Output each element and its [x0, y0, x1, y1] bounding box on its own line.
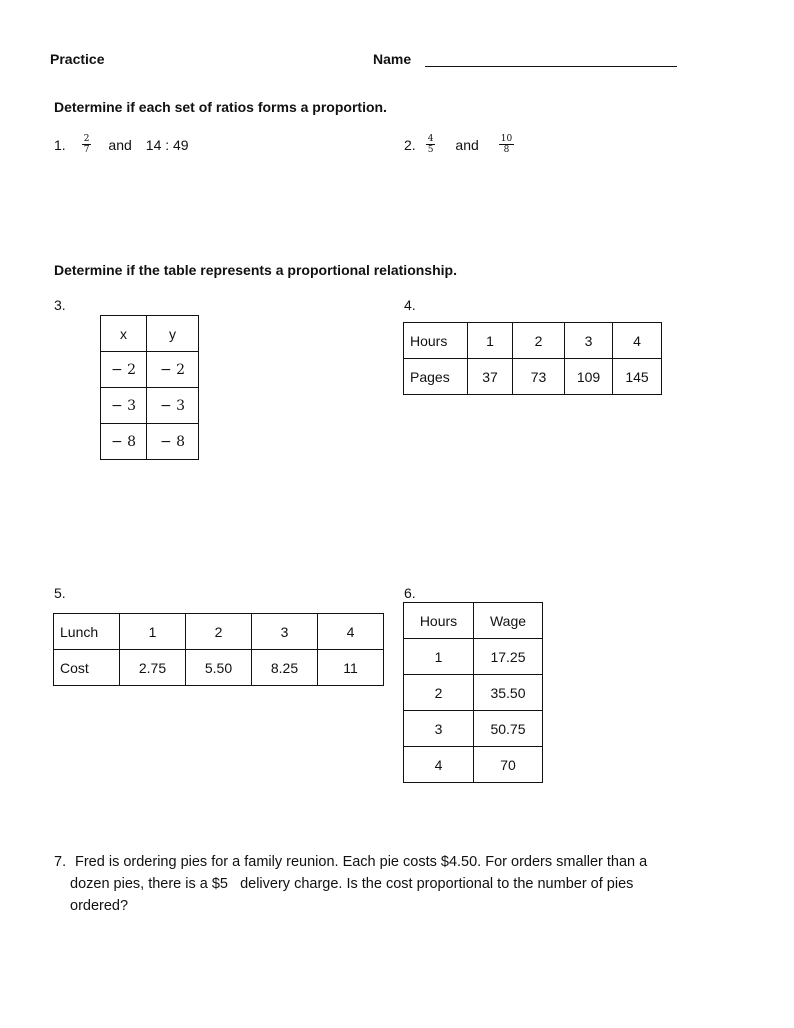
table-cell: 70: [474, 747, 543, 783]
q7-number: 7.: [54, 854, 67, 870]
q7-line-2: dozen pies, there is a $5 delivery charge. Is the cost proportional to the number of pies: [70, 876, 634, 892]
table-cell: − 8: [147, 424, 199, 460]
q4-number: 4.: [404, 297, 416, 313]
q1-frac-den: 7: [83, 145, 90, 155]
q7-line-3: ordered?: [70, 898, 129, 914]
q2-and: and: [455, 136, 479, 153]
table-cell: Lunch: [54, 614, 120, 650]
table-cell: 3: [565, 323, 613, 359]
q7-line-1: Fred is ordering pies for a family reunion. Each pie costs $4.50. For orders smaller than a: [75, 854, 648, 870]
table-cell: 4: [404, 747, 474, 783]
table-cell: 2: [513, 323, 565, 359]
table-cell: 145: [613, 359, 662, 395]
table-cell: 2: [404, 675, 474, 711]
table-cell: 1: [404, 639, 474, 675]
q6-header-wage: Wage: [474, 603, 543, 639]
section1-heading: Determine if each set of ratios forms a proportion.: [54, 99, 387, 115]
q1-number: 1.: [54, 136, 66, 153]
q2-number: 2.: [404, 136, 416, 153]
table-cell: − 2: [101, 352, 147, 388]
table-cell: 37: [468, 359, 513, 395]
q1-and: and: [108, 136, 132, 153]
table-cell: 2: [186, 614, 252, 650]
table-cell: − 2: [147, 352, 199, 388]
name-label: Name: [373, 51, 412, 67]
q1-ratio: 14 : 49: [145, 136, 189, 153]
table-cell: 1: [120, 614, 186, 650]
table-cell: Hours: [404, 323, 468, 359]
page-title: Practice: [50, 51, 105, 67]
q4-table: [403, 322, 662, 395]
q2-fraction-2: [499, 134, 514, 155]
table-cell: 4: [613, 323, 662, 359]
table-cell: 35.50: [474, 675, 543, 711]
q6-header-hours: Hours: [404, 603, 474, 639]
table-cell: 8.25: [252, 650, 318, 686]
table-cell: 109: [565, 359, 613, 395]
q3-number: 3.: [54, 297, 66, 313]
q3-table: [100, 315, 199, 460]
table-cell: − 8: [101, 424, 147, 460]
table-cell: Pages: [404, 359, 468, 395]
table-cell: 50.75: [474, 711, 543, 747]
table-cell: − 3: [147, 388, 199, 424]
q6-number: 6.: [404, 585, 416, 601]
question-1: [54, 134, 189, 155]
q1-frac-num: 2: [83, 134, 90, 144]
q2-frac2-den: 8: [503, 145, 510, 155]
table-cell: 3: [404, 711, 474, 747]
table-cell: 73: [513, 359, 565, 395]
table-cell: 5.50: [186, 650, 252, 686]
q5-table: [53, 613, 384, 686]
table-cell: 17.25: [474, 639, 543, 675]
table-cell: 1: [468, 323, 513, 359]
name-field[interactable]: [425, 50, 677, 67]
section2-heading: Determine if the table represents a proportional relationship.: [54, 262, 457, 278]
q6-table: [403, 602, 543, 783]
table-cell: Cost: [54, 650, 120, 686]
q2-fraction-1: [426, 134, 436, 155]
q3-header-y: y: [147, 316, 199, 352]
table-cell: 2.75: [120, 650, 186, 686]
q1-fraction: [82, 134, 92, 155]
q2-frac1-num: 4: [427, 134, 434, 144]
question-2: [404, 134, 514, 155]
q5-number: 5.: [54, 585, 66, 601]
table-cell: 4: [318, 614, 384, 650]
table-cell: 3: [252, 614, 318, 650]
q2-frac1-den: 5: [427, 145, 434, 155]
q2-frac2-num: 10: [500, 134, 513, 144]
table-cell: − 3: [101, 388, 147, 424]
q3-header-x: x: [101, 316, 147, 352]
table-cell: 11: [318, 650, 384, 686]
